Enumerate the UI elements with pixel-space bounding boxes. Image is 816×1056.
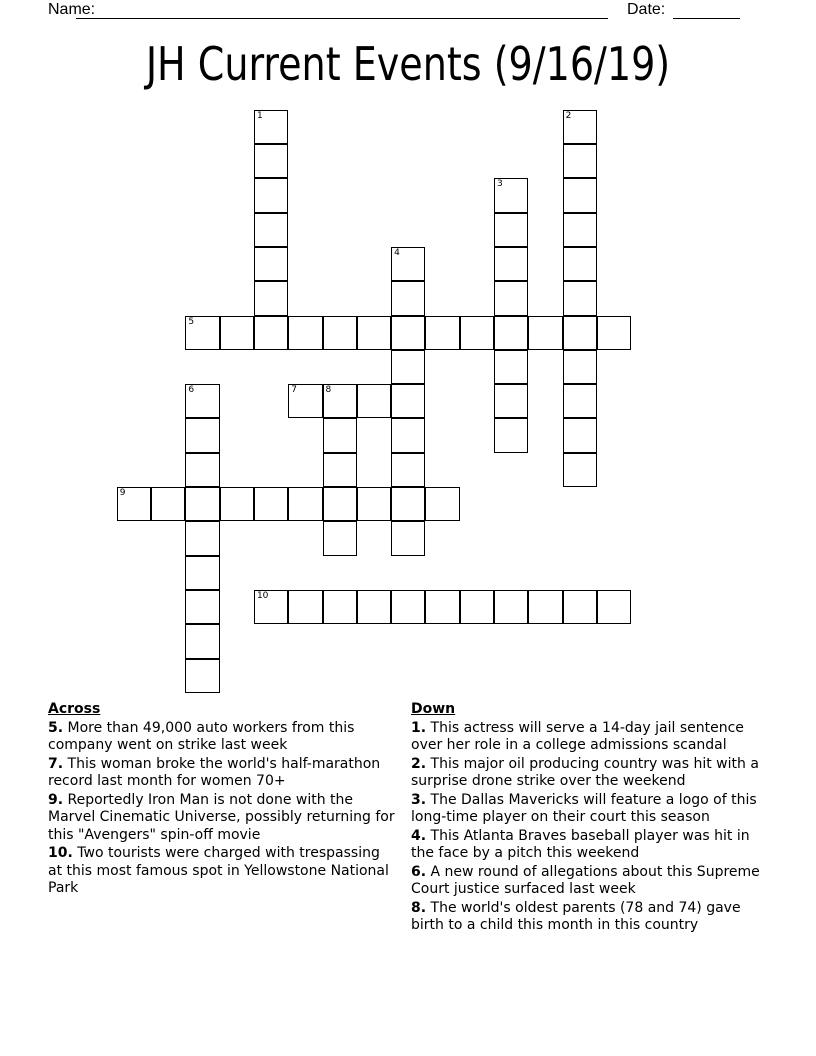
grid-cell[interactable]: [563, 384, 597, 418]
grid-cell[interactable]: [323, 453, 357, 487]
grid-cell[interactable]: [220, 487, 254, 521]
grid-cell[interactable]: [563, 281, 597, 315]
grid-cell[interactable]: [563, 350, 597, 384]
clue-number: 1: [256, 110, 263, 121]
clue-number: 1.: [411, 719, 427, 736]
grid-cell[interactable]: [597, 316, 631, 350]
grid-cell[interactable]: [391, 418, 425, 452]
grid-cell[interactable]: [185, 418, 219, 452]
grid-cell[interactable]: [563, 213, 597, 247]
grid-cell[interactable]: [391, 384, 425, 418]
clue-number: 4: [394, 247, 400, 258]
grid-cell[interactable]: [494, 213, 528, 247]
grid-cell[interactable]: [323, 487, 357, 521]
grid-cell[interactable]: [151, 487, 185, 521]
clue-number: 4.: [411, 827, 427, 844]
across-clue: [48, 792, 398, 845]
grid-cell[interactable]: [494, 281, 528, 315]
grid-cell[interactable]: [288, 487, 322, 521]
grid-cell[interactable]: [323, 384, 357, 418]
clue-number: 6.: [411, 863, 427, 880]
grid-cell[interactable]: [460, 316, 494, 350]
grid-cell[interactable]: [425, 590, 459, 624]
grid-cell[interactable]: [563, 178, 597, 212]
grid-cell[interactable]: [323, 418, 357, 452]
down-clue: [411, 900, 771, 935]
across-heading: Across: [48, 701, 101, 717]
grid-cell[interactable]: [185, 590, 219, 624]
grid-cell[interactable]: [391, 316, 425, 350]
grid-cell[interactable]: [254, 144, 288, 178]
clue-number: 5: [188, 316, 195, 327]
grid-cell[interactable]: [288, 590, 322, 624]
grid-cell[interactable]: [494, 247, 528, 281]
page-title: JH Current Events (9/16/19): [145, 37, 671, 91]
clue-text: A new round of allegations about this Supreme Court justice surfaced last week: [411, 863, 760, 897]
grid-cell[interactable]: [254, 281, 288, 315]
grid-cell[interactable]: [528, 316, 562, 350]
grid-cell[interactable]: [254, 178, 288, 212]
down-heading: Down: [411, 701, 456, 717]
grid-cell[interactable]: [323, 316, 357, 350]
grid-cell[interactable]: [391, 247, 425, 281]
grid-cell[interactable]: [185, 487, 219, 521]
down-clues: [411, 701, 771, 936]
down-clue: [411, 864, 771, 899]
grid-cell[interactable]: [494, 590, 528, 624]
grid-cell[interactable]: [185, 624, 219, 658]
clue-text: This Atlanta Braves baseball player was hit in the face by a pitch this weekend: [411, 827, 750, 861]
grid-cell[interactable]: [460, 590, 494, 624]
grid-cell[interactable]: [563, 590, 597, 624]
clue-number: 10: [256, 590, 269, 601]
clue-text: Reportedly Iron Man is not done with the Marvel Cinematic Universe, possibly returning for this "Avengers" spin-off movie: [48, 791, 395, 843]
down-clue: [411, 756, 771, 791]
grid-cell[interactable]: [528, 590, 562, 624]
down-clue: [411, 792, 771, 827]
clue-number: 8.: [411, 899, 427, 916]
grid-cell[interactable]: [391, 281, 425, 315]
grid-cell[interactable]: [563, 144, 597, 178]
grid-cell[interactable]: [563, 453, 597, 487]
grid-cell[interactable]: [357, 487, 391, 521]
grid-cell[interactable]: [357, 384, 391, 418]
date-label: Date:: [627, 1, 666, 18]
down-clue: [411, 828, 771, 863]
grid-cell[interactable]: [425, 487, 459, 521]
grid-cell[interactable]: [185, 384, 219, 418]
grid-cell[interactable]: [494, 418, 528, 452]
grid-cell[interactable]: [563, 418, 597, 452]
clue-number: 7: [291, 385, 297, 396]
grid-cell[interactable]: [494, 316, 528, 350]
grid-cell[interactable]: [185, 316, 219, 350]
grid-cell[interactable]: [357, 590, 391, 624]
clue-number: 7.: [48, 755, 64, 772]
grid-cell[interactable]: [357, 316, 391, 350]
grid-cell[interactable]: [185, 453, 219, 487]
grid-cell[interactable]: [254, 316, 288, 350]
across-clue: [48, 845, 398, 898]
across-clue: [48, 720, 398, 755]
grid-cell[interactable]: [391, 521, 425, 555]
grid-cell[interactable]: [323, 590, 357, 624]
grid-cell[interactable]: [185, 659, 219, 693]
grid-cell[interactable]: [494, 178, 528, 212]
clue-number: 8: [325, 385, 332, 396]
grid-cell[interactable]: [254, 213, 288, 247]
grid-cell[interactable]: [494, 384, 528, 418]
grid-cell[interactable]: [288, 316, 322, 350]
clue-number: 2.: [411, 755, 427, 772]
grid-cell[interactable]: [494, 350, 528, 384]
grid-cell[interactable]: [185, 521, 219, 555]
across-clue: [48, 756, 398, 791]
clue-text: More than 49,000 auto workers from this company went on strike last week: [48, 719, 355, 753]
clue-number: 5.: [48, 719, 64, 736]
grid-cell[interactable]: [254, 110, 288, 144]
grid-cell[interactable]: [391, 350, 425, 384]
grid-cell[interactable]: [288, 384, 322, 418]
grid-cell[interactable]: [563, 316, 597, 350]
clue-number: 6: [188, 385, 195, 396]
clue-text: This major oil producing country was hit with a surprise drone strike over the weekend: [411, 755, 759, 789]
clue-number: 9: [119, 488, 126, 499]
grid-cell[interactable]: [323, 521, 357, 555]
grid-cell[interactable]: [563, 110, 597, 144]
grid-cell[interactable]: [563, 247, 597, 281]
clue-number: 3: [497, 179, 503, 190]
clue-number: 2: [565, 110, 572, 121]
grid-cell[interactable]: [220, 316, 254, 350]
down-clue: [411, 720, 771, 755]
clue-number: 3.: [411, 791, 427, 808]
across-clues: [48, 701, 398, 899]
grid-cell[interactable]: [391, 487, 425, 521]
clue-text: The Dallas Mavericks will feature a logo of this long-time player on their court this season: [411, 791, 757, 825]
grid-cell[interactable]: [185, 556, 219, 590]
grid-cell[interactable]: [391, 590, 425, 624]
clue-text: This actress will serve a 14-day jail sentence over her role in a college admissions scandal: [411, 719, 744, 753]
clue-text: This woman broke the world's half-marathon record last month for women 70+: [48, 755, 381, 789]
clue-number: 10.: [48, 845, 73, 861]
grid-cell[interactable]: [391, 453, 425, 487]
grid-cell[interactable]: [597, 590, 631, 624]
clue-text: Two tourists were charged with trespassing at this most famous spot in Yellowstone National Park: [48, 845, 389, 896]
grid-cell[interactable]: [117, 487, 151, 521]
grid-cell[interactable]: [254, 247, 288, 281]
name-label: Name:: [48, 1, 96, 18]
grid-cell[interactable]: [254, 487, 288, 521]
grid-cell[interactable]: [254, 590, 288, 624]
grid-cell[interactable]: [425, 316, 459, 350]
clue-text: The world's oldest parents (78 and 74) gave birth to a child this month in this country: [411, 899, 741, 933]
clue-number: 9.: [48, 791, 64, 808]
